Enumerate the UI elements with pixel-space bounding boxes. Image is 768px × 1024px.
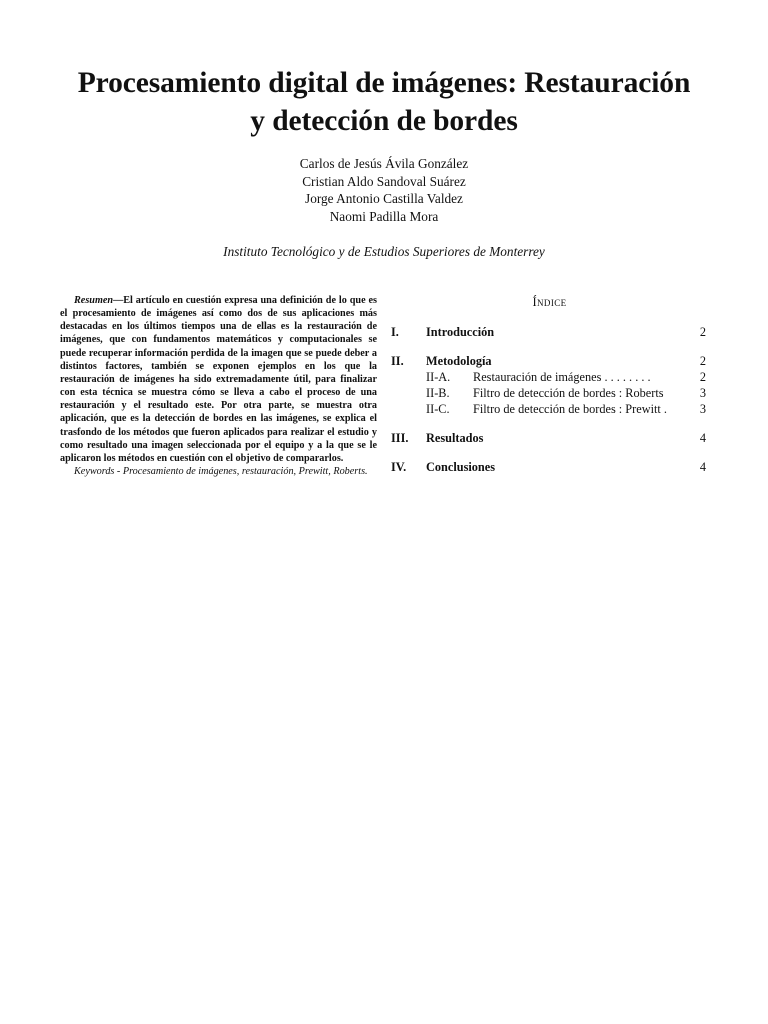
toc-section-label: Introducción: [426, 325, 495, 339]
title-line-2: y detección de bordes: [250, 105, 518, 137]
toc-subsection-label: Filtro de detección de bordes : Prewitt .: [473, 402, 667, 416]
abstract-paragraph: [60, 294, 377, 465]
author-name: Carlos de Jesús Ávila González: [299, 156, 469, 171]
toc-subsection-number: II-A.: [426, 370, 451, 384]
toc-section-number: II.: [391, 354, 404, 368]
toc-section-resultados[interactable]: [391, 430, 708, 446]
author-name: Jorge Antonio Castilla Valdez: [305, 191, 463, 206]
author-name: Naomi Padilla Mora: [329, 208, 439, 224]
toc-section-number: I.: [391, 325, 399, 339]
toc-heading: Índice: [532, 295, 567, 309]
toc-section-number: III.: [391, 431, 409, 445]
toc-page-number: 3: [699, 386, 706, 400]
toc-section-metodologia[interactable]: [391, 353, 708, 369]
toc-subsection-restauracion[interactable]: [391, 369, 708, 385]
toc-subsection-label: Filtro de detección de bordes : Roberts: [473, 386, 664, 400]
abstract-label: Resumen: [74, 295, 114, 306]
toc-subsection-label: Restauración de imágenes . . . . . . . .: [473, 370, 651, 384]
author-list: [184, 155, 584, 225]
title-line-1: Procesamiento digital de imágenes: Restauración: [77, 67, 691, 99]
affiliation: Instituto Tecnológico y de Estudios Superiores de Monterrey: [223, 244, 545, 259]
toc-subsection-prewitt[interactable]: [391, 401, 708, 417]
toc-page-number: 2: [699, 325, 706, 339]
toc-section-number: IV.: [391, 460, 407, 474]
toc-subsection-number: II-B.: [426, 386, 450, 400]
keywords-paragraph: [60, 465, 377, 478]
toc-section-label: Conclusiones: [426, 460, 496, 474]
toc-section-label: Resultados: [426, 431, 484, 445]
toc-page-number: 3: [699, 402, 706, 416]
author-name: Cristian Aldo Sandoval Suárez: [302, 173, 466, 189]
abstract: [60, 294, 377, 478]
toc-section-introduccion[interactable]: [391, 324, 708, 340]
paper-title: [40, 64, 728, 140]
keywords: Keywords - Procesamiento de imágenes, restauración, Prewitt, Roberts.: [74, 466, 368, 478]
toc-subsection-number: II-C.: [426, 402, 450, 416]
toc-subsection-roberts[interactable]: [391, 385, 708, 401]
abstract-text: El artículo en cuestión expresa una definición de lo que es el procesamiento de imágenes así como dos de sus aplicaciones más destacadas en los últimos tiempos una de ellas es la restauración de imágenes, que con fundamentos matemáticos y computacionales se puede recuperar información perdida de la imagen que se puede deber a distintos factores, también se exponen ejemplos en los que la restauración de imágenes ha sido extremadamente útil, para finalizar con esta técnica se muestra cómo se lleva a cabo el proceso de una restauración y el resultado este. Por otra parte, se muestra otra aplicación, que es la detección de bordes en las imágenes, se explica el trasfondo de los métodos que fueron aplicados para realizar el estudio y como resultado una imagen seleccionada por el equipo y a la que se le aplicaron los métodos en cuestión con el objetivo de compararlos.: [60, 295, 377, 464]
toc-section-conclusiones[interactable]: [391, 459, 708, 475]
toc-page-number: 2: [699, 354, 706, 368]
toc-page-number: 2: [699, 370, 706, 384]
toc-section-label: Metodología: [426, 354, 492, 368]
table-of-contents: [391, 294, 708, 475]
toc-page-number: 4: [699, 431, 706, 445]
abstract-dash: —: [113, 295, 124, 306]
toc-page-number: 4: [699, 460, 706, 474]
